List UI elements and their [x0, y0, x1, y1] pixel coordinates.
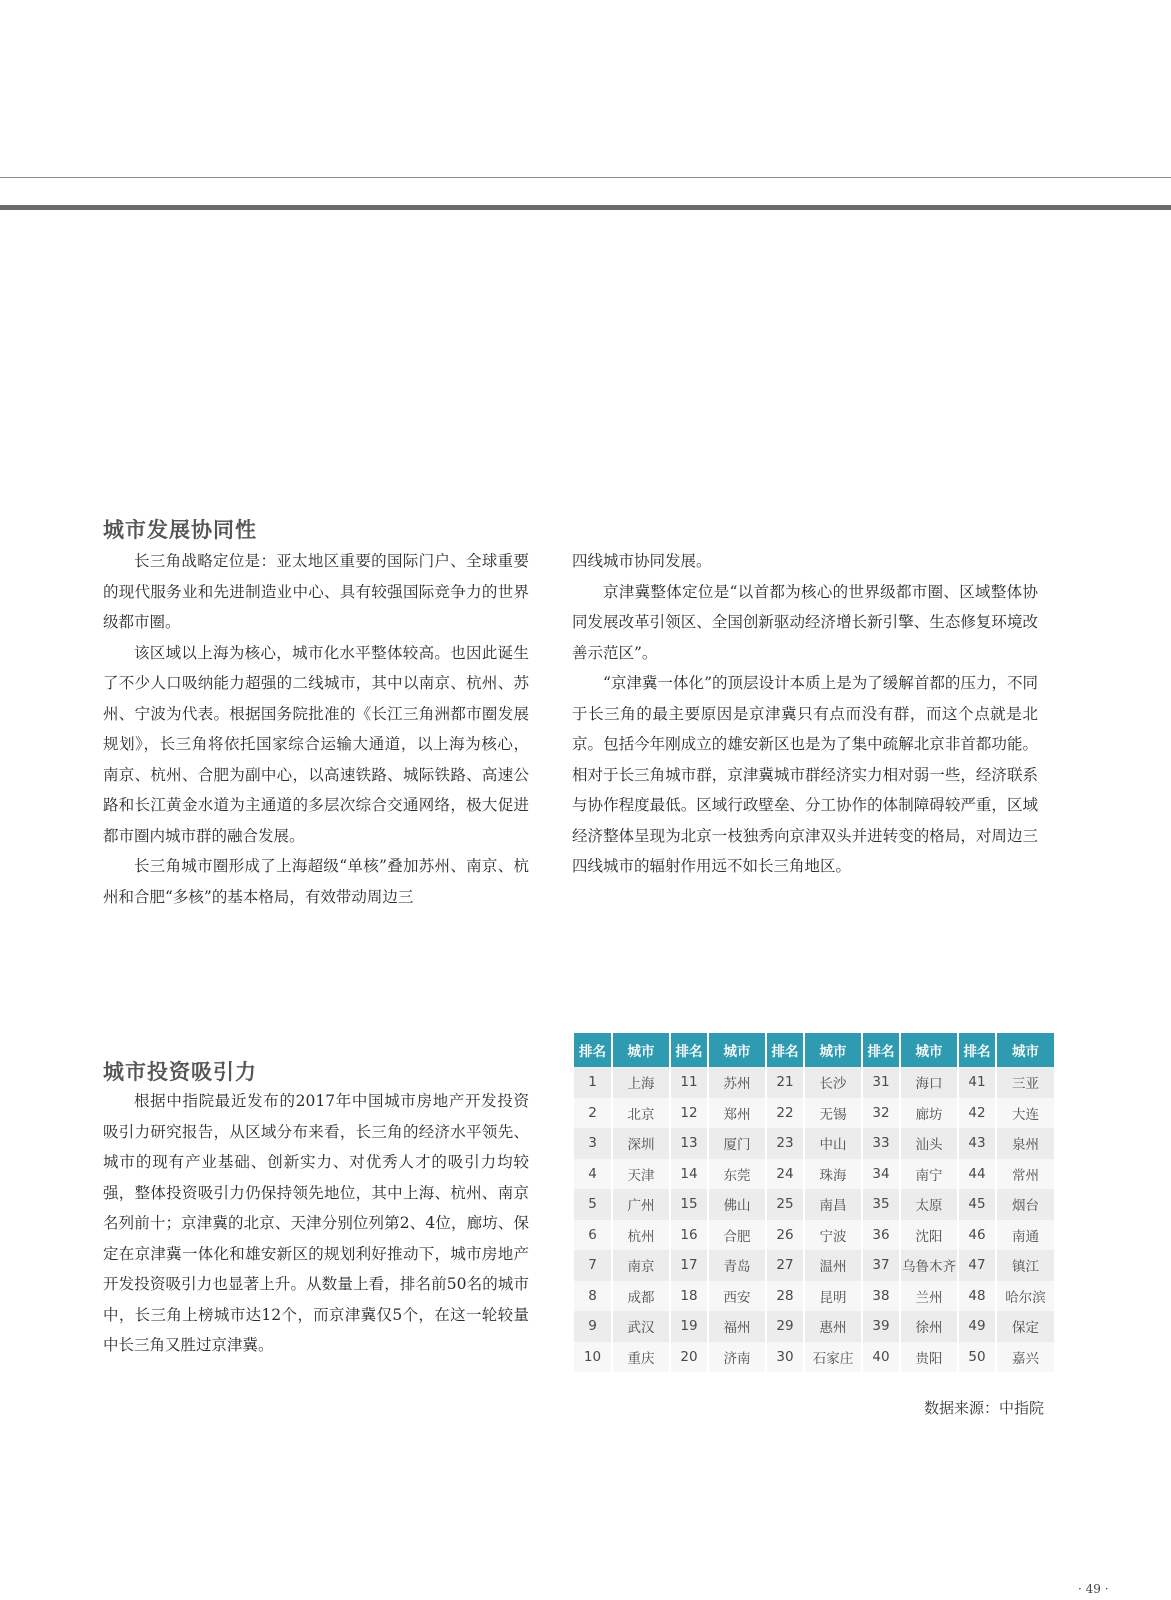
city-cell: 东莞 — [708, 1159, 766, 1190]
rank-cell: 8 — [574, 1281, 612, 1312]
table-row — [574, 1311, 1054, 1342]
rank-cell: 10 — [574, 1342, 612, 1373]
city-cell: 惠州 — [804, 1311, 862, 1342]
city-cell: 贵阳 — [900, 1342, 958, 1373]
city-cell: 天津 — [612, 1159, 670, 1190]
city-cell: 石家庄 — [804, 1342, 862, 1373]
city-cell: 郑州 — [708, 1098, 766, 1129]
rank-cell: 40 — [862, 1342, 900, 1373]
city-cell: 徐州 — [900, 1311, 958, 1342]
rank-cell: 33 — [862, 1128, 900, 1159]
city-cell: 中山 — [804, 1128, 862, 1159]
city-cell: 烟台 — [996, 1189, 1054, 1220]
rank-cell: 7 — [574, 1250, 612, 1281]
section-heading-investment: 城市投资吸引力 — [103, 1060, 257, 1084]
rank-cell: 13 — [670, 1128, 708, 1159]
paragraph: 京津冀整体定位是“以首都为核心的世界级都市圈、区域整体协同发展改革引领区、全国创新驱动经济增长新引擎、生态修复环境改善示范区”。 — [572, 582, 1038, 662]
city-cell: 杭州 — [612, 1220, 670, 1251]
city-cell: 南昌 — [804, 1189, 862, 1220]
city-cell: 镇江 — [996, 1250, 1054, 1281]
city-ranking-table — [574, 1033, 1054, 1372]
city-cell: 大连 — [996, 1098, 1054, 1129]
rank-cell: 1 — [574, 1067, 612, 1098]
city-cell: 成都 — [612, 1281, 670, 1312]
city-cell: 沈阳 — [900, 1220, 958, 1251]
rank-cell: 17 — [670, 1250, 708, 1281]
paragraph: 该区域以上海为核心，城市化水平整体较高。也因此诞生了不少人口吸纳能力超强的二线城市，其中以南京、杭州、苏州、宁波为代表。根据国务院批准的《长江三角洲都市圈发展规划》，长三角将依托国家综合运输大通道，以上海为核心，南京、杭州、合肥为副中心，以高速铁路、城际铁路、高速公路和长江黄金水道为主通道的多层次综合交通网络，极大促进都市圈内城市群的融合发展。 — [103, 643, 529, 845]
header-rank: 排名 — [958, 1033, 996, 1067]
section-heading-coordination: 城市发展协同性 — [103, 518, 257, 542]
rank-cell: 42 — [958, 1098, 996, 1129]
header-city: 城市 — [804, 1033, 862, 1067]
rank-cell: 24 — [766, 1159, 804, 1190]
rank-cell: 50 — [958, 1342, 996, 1373]
city-cell: 乌鲁木齐 — [900, 1250, 958, 1281]
city-cell: 海口 — [900, 1067, 958, 1098]
city-cell: 合肥 — [708, 1220, 766, 1251]
paragraph: “京津冀一体化”的顶层设计本质上是为了缓解首都的压力，不同于长三角的最主要原因是京津冀只有点而没有群，而这个点就是北京。包括今年刚成立的雄安新区也是为了集中疏解北京非首都功能。相对于长三角城市群，京津冀城市群经济实力相对弱一些，经济联系与协作程度最低。区域行政壁垒、分工协作的体制障碍较严重，区域经济整体呈现为北京一枝独秀向京津双头并进转变的格局，对周边三四线城市的辐射作用远不如长三角地区。 — [572, 674, 1038, 875]
data-source-note: 数据来源：中指院 — [924, 1399, 1045, 1417]
header-city: 城市 — [612, 1033, 670, 1067]
top-thick-rule — [0, 205, 1171, 210]
city-cell: 嘉兴 — [996, 1342, 1054, 1373]
city-cell: 济南 — [708, 1342, 766, 1373]
table-row — [574, 1067, 1054, 1098]
city-cell: 汕头 — [900, 1128, 958, 1159]
paragraph: 根据中指院最近发布的2017年中国城市房地产开发投资吸引力研究报告，从区域分布来看，长三角的经济水平领先、城市的现有产业基础、创新实力、对优秀人才的吸引力均较强，整体投资吸引力仍保持领先地位，其中上海、杭州、南京名列前十；京津冀的北京、天津分别位列第2、4位，廊坊、保定在京津冀一体化和雄安新区的规划利好推动下，城市房地产开发投资吸引力也显著上升。从数量上看，排名前50名的城市中，长三角上榜城市达12个，而京津冀仅5个，在这一轮较量中长三角又胜过京津冀。 — [103, 1092, 529, 1354]
section2-column — [103, 1086, 529, 1361]
rank-cell: 44 — [958, 1159, 996, 1190]
rank-cell: 27 — [766, 1250, 804, 1281]
city-cell: 常州 — [996, 1159, 1054, 1190]
header-rank: 排名 — [766, 1033, 804, 1067]
header-rank: 排名 — [574, 1033, 612, 1067]
top-thin-rule — [0, 177, 1171, 178]
rank-cell: 30 — [766, 1342, 804, 1373]
city-cell: 廊坊 — [900, 1098, 958, 1129]
rank-cell: 16 — [670, 1220, 708, 1251]
rank-cell: 5 — [574, 1189, 612, 1220]
rank-cell: 15 — [670, 1189, 708, 1220]
rank-cell: 34 — [862, 1159, 900, 1190]
rank-cell: 6 — [574, 1220, 612, 1251]
rank-cell: 36 — [862, 1220, 900, 1251]
rank-cell: 29 — [766, 1311, 804, 1342]
table-row — [574, 1220, 1054, 1251]
header-city: 城市 — [708, 1033, 766, 1067]
city-cell: 青岛 — [708, 1250, 766, 1281]
rank-cell: 26 — [766, 1220, 804, 1251]
city-cell: 昆明 — [804, 1281, 862, 1312]
header-city: 城市 — [900, 1033, 958, 1067]
rank-cell: 18 — [670, 1281, 708, 1312]
city-cell: 哈尔滨 — [996, 1281, 1054, 1312]
city-cell: 佛山 — [708, 1189, 766, 1220]
rank-cell: 45 — [958, 1189, 996, 1220]
table-row — [574, 1250, 1054, 1281]
rank-cell: 31 — [862, 1067, 900, 1098]
rank-cell: 38 — [862, 1281, 900, 1312]
rank-cell: 37 — [862, 1250, 900, 1281]
city-cell: 南京 — [612, 1250, 670, 1281]
city-cell: 宁波 — [804, 1220, 862, 1251]
rank-cell: 28 — [766, 1281, 804, 1312]
header-rank: 排名 — [862, 1033, 900, 1067]
paragraph-continuation: 四线城市协同发展。 — [572, 552, 712, 570]
rank-cell: 12 — [670, 1098, 708, 1129]
rank-cell: 47 — [958, 1250, 996, 1281]
table-header-row — [574, 1033, 1054, 1067]
paragraph: 长三角城市圈形成了上海超级“单核”叠加苏州、南京、杭州和合肥“多核”的基本格局，有效带动周边三 — [103, 857, 529, 906]
city-cell: 深圳 — [612, 1128, 670, 1159]
city-cell: 长沙 — [804, 1067, 862, 1098]
city-cell: 泉州 — [996, 1128, 1054, 1159]
page-number: · 49 · — [1078, 1582, 1109, 1596]
table-row — [574, 1128, 1054, 1159]
rank-cell: 46 — [958, 1220, 996, 1251]
table-row — [574, 1189, 1054, 1220]
city-cell: 温州 — [804, 1250, 862, 1281]
section1-right-column — [572, 546, 1038, 882]
rank-cell: 4 — [574, 1159, 612, 1190]
city-cell: 上海 — [612, 1067, 670, 1098]
city-cell: 武汉 — [612, 1311, 670, 1342]
city-cell: 无锡 — [804, 1098, 862, 1129]
rank-cell: 2 — [574, 1098, 612, 1129]
rank-cell: 43 — [958, 1128, 996, 1159]
rank-cell: 32 — [862, 1098, 900, 1129]
city-cell: 苏州 — [708, 1067, 766, 1098]
city-cell: 西安 — [708, 1281, 766, 1312]
header-city: 城市 — [996, 1033, 1054, 1067]
city-cell: 珠海 — [804, 1159, 862, 1190]
rank-cell: 23 — [766, 1128, 804, 1159]
rank-cell: 3 — [574, 1128, 612, 1159]
rank-cell: 39 — [862, 1311, 900, 1342]
table-row — [574, 1159, 1054, 1190]
city-cell: 北京 — [612, 1098, 670, 1129]
rank-cell: 20 — [670, 1342, 708, 1373]
city-cell: 南通 — [996, 1220, 1054, 1251]
city-cell: 福州 — [708, 1311, 766, 1342]
city-cell: 厦门 — [708, 1128, 766, 1159]
section1-left-column — [103, 546, 529, 912]
rank-cell: 9 — [574, 1311, 612, 1342]
rank-cell: 49 — [958, 1311, 996, 1342]
rank-cell: 41 — [958, 1067, 996, 1098]
city-cell: 保定 — [996, 1311, 1054, 1342]
city-cell: 太原 — [900, 1189, 958, 1220]
rank-cell: 22 — [766, 1098, 804, 1129]
rank-cell: 19 — [670, 1311, 708, 1342]
rank-cell: 21 — [766, 1067, 804, 1098]
paragraph: 长三角战略定位是：亚太地区重要的国际门户、全球重要的现代服务业和先进制造业中心、具有较强国际竞争力的世界级都市圈。 — [103, 552, 529, 631]
city-cell: 兰州 — [900, 1281, 958, 1312]
city-cell: 南宁 — [900, 1159, 958, 1190]
table-row — [574, 1281, 1054, 1312]
city-cell: 广州 — [612, 1189, 670, 1220]
rank-cell: 14 — [670, 1159, 708, 1190]
table-row — [574, 1098, 1054, 1129]
table-row — [574, 1342, 1054, 1373]
rank-cell: 35 — [862, 1189, 900, 1220]
city-cell: 重庆 — [612, 1342, 670, 1373]
rank-cell: 48 — [958, 1281, 996, 1312]
header-rank: 排名 — [670, 1033, 708, 1067]
city-cell: 三亚 — [996, 1067, 1054, 1098]
rank-cell: 25 — [766, 1189, 804, 1220]
rank-cell: 11 — [670, 1067, 708, 1098]
